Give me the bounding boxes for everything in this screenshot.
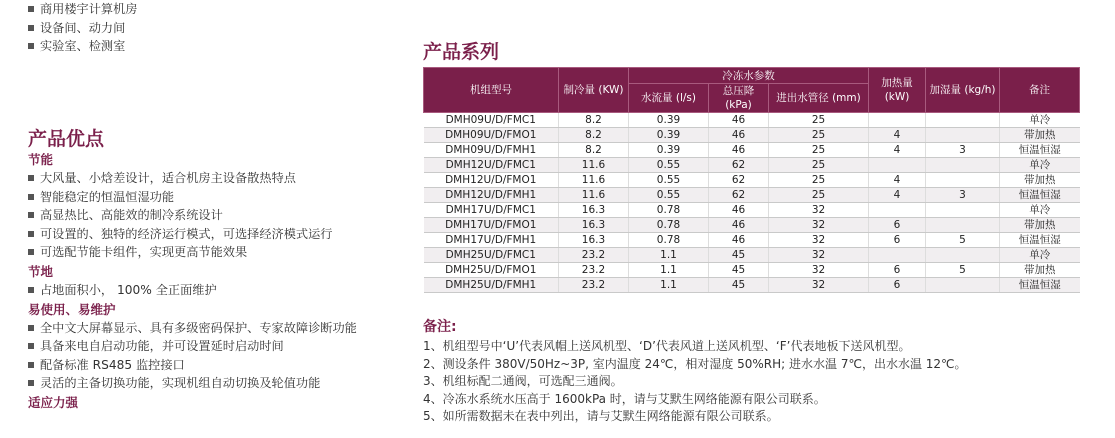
table-row (424, 278, 1080, 293)
note-item: 2、测设条件 380V/50Hz~3P, 室内温度 24℃，相对湿度 50%RH; 进水水温 7℃，出水水温 12℃。 (423, 356, 967, 371)
cell-remark: 带加热 (1000, 263, 1080, 278)
advantage-item: 具备来电自启动功能，并可设置延时启动时间 (28, 337, 413, 356)
cell-humid (926, 218, 1000, 233)
cell-heating: 6 (869, 218, 926, 233)
table-row (424, 233, 1080, 248)
cell-pipe: 32 (769, 263, 869, 278)
advantage-item: 可选配节能卡组件，实现更高节能效果 (28, 243, 413, 262)
cell-model: DMH09U/D/FMO1 (424, 128, 559, 143)
cell-pipe: 32 (769, 278, 869, 293)
cell-heating: 4 (869, 173, 926, 188)
cell-pipe: 25 (769, 173, 869, 188)
cell-flow: 0.39 (629, 113, 709, 128)
cell-humid (926, 173, 1000, 188)
header-remark: 备注 (1000, 68, 1080, 113)
cell-heating: 6 (869, 278, 926, 293)
spec-table (423, 67, 1080, 293)
cell-remark: 带加热 (1000, 128, 1080, 143)
cell-model: DMH17U/D/FMH1 (424, 233, 559, 248)
cell-cooling: 23.2 (559, 278, 629, 293)
cell-model: DMH17U/D/FMC1 (424, 203, 559, 218)
cell-pressure: 62 (709, 173, 769, 188)
header-humid: 加湿量 (kg/h) (926, 68, 1000, 113)
cell-pressure: 46 (709, 113, 769, 128)
advantage-item: 灵活的主备切换功能，实现机组自动切换及轮值功能 (28, 374, 413, 393)
cell-cooling: 11.6 (559, 173, 629, 188)
cell-pressure: 45 (709, 263, 769, 278)
header-pipe: 进出水管径 (mm) (769, 84, 869, 113)
cell-heating (869, 113, 926, 128)
cell-model: DMH12U/D/FMO1 (424, 173, 559, 188)
application-item: 商用楼宇计算机房 (28, 0, 138, 19)
advantage-heading: 节能 (28, 152, 54, 167)
cell-pipe: 32 (769, 248, 869, 263)
header-model: 机组型号 (424, 68, 559, 113)
cell-flow: 0.78 (629, 203, 709, 218)
cell-model: DMH09U/D/FMH1 (424, 143, 559, 158)
cell-humid (926, 248, 1000, 263)
cell-pipe: 32 (769, 203, 869, 218)
header-chilled-group: 冷冻水参数 (629, 68, 869, 84)
cell-pressure: 62 (709, 188, 769, 203)
advantage-list (28, 319, 413, 393)
cell-pressure: 45 (709, 278, 769, 293)
cell-pipe: 25 (769, 143, 869, 158)
advantage-list (28, 169, 413, 262)
cell-remark: 恒温恒湿 (1000, 233, 1080, 248)
cell-heating: 6 (869, 263, 926, 278)
cell-cooling: 16.3 (559, 218, 629, 233)
advantage-heading: 节地 (28, 263, 54, 279)
cell-remark: 单冷 (1000, 248, 1080, 263)
cell-humid (926, 278, 1000, 293)
cell-pressure: 46 (709, 203, 769, 218)
table-row (424, 113, 1080, 128)
cell-cooling: 23.2 (559, 248, 629, 263)
advantage-list (28, 281, 413, 300)
cell-humid: 5 (926, 233, 1000, 248)
cell-flow: 0.55 (629, 188, 709, 203)
cell-flow: 1.1 (629, 278, 709, 293)
cell-remark: 恒温恒湿 (1000, 188, 1080, 203)
cell-cooling: 16.3 (559, 203, 629, 218)
advantage-item: 高显热比、高能效的制冷系统设计 (28, 206, 413, 225)
advantage-item: 大风量、小焓差设计，适合机房主设备散热特点 (28, 169, 413, 188)
cell-pressure: 46 (709, 128, 769, 143)
cell-pipe: 25 (769, 128, 869, 143)
notes-list (423, 338, 967, 426)
header-flow: 水流量 (l/s) (629, 84, 709, 113)
cell-humid: 5 (926, 263, 1000, 278)
note-item: 1、机组型号中‘U’代表风帽上送风机型、‘D’代表风道上送风机型、‘F’代表地板下送风机型。 (423, 339, 911, 353)
cell-remark: 恒温恒湿 (1000, 278, 1080, 293)
table-row (424, 143, 1080, 158)
note-item: 5、如所需数据未在表中列出，请与艾默生网络能源有限公司联系。 (423, 409, 779, 423)
advantage-item: 可设置的、独特的经济运行模式，可选择经济模式运行 (28, 225, 413, 244)
cell-model: DMH25U/D/FMH1 (424, 278, 559, 293)
header-cooling: 制冷量 (KW) (559, 68, 629, 113)
advantages-title: 产品优点 (28, 128, 105, 150)
table-row (424, 128, 1080, 143)
header-pressure: 总压降 (kPa) (709, 84, 769, 113)
advantage-item: 配备标准 RS485 监控接口 (28, 356, 413, 375)
cell-cooling: 8.2 (559, 113, 629, 128)
advantage-item: 智能稳定的恒温恒湿功能 (28, 188, 413, 207)
cell-flow: 0.78 (629, 233, 709, 248)
table-row (424, 248, 1080, 263)
cell-pipe: 32 (769, 233, 869, 248)
advantage-item: 全中文大屏幕显示、具有多级密码保护、专家故障诊断功能 (28, 319, 413, 338)
cell-heating: 6 (869, 233, 926, 248)
cell-heating: 4 (869, 143, 926, 158)
cell-humid: 3 (926, 188, 1000, 203)
note-item: 4、冷冻水系统水压高于 1600kPa 时，请与艾默生网络能源有限公司联系。 (423, 391, 826, 406)
cell-model: DMH25U/D/FMO1 (424, 263, 559, 278)
cell-heating: 4 (869, 188, 926, 203)
cell-cooling: 8.2 (559, 143, 629, 158)
table-row (424, 263, 1080, 278)
cell-pressure: 46 (709, 233, 769, 248)
advantages-groups (28, 150, 413, 412)
cell-cooling: 8.2 (559, 128, 629, 143)
cell-remark: 单冷 (1000, 113, 1080, 128)
advantage-heading: 易使用、易维护 (28, 301, 116, 317)
cell-model: DMH25U/D/FMC1 (424, 248, 559, 263)
table-row (424, 203, 1080, 218)
cell-heating (869, 158, 926, 173)
cell-pipe: 25 (769, 113, 869, 128)
cell-humid (926, 113, 1000, 128)
cell-model: DMH17U/D/FMO1 (424, 218, 559, 233)
cell-humid: 3 (926, 143, 1000, 158)
table-row (424, 188, 1080, 203)
cell-model: DMH12U/D/FMH1 (424, 188, 559, 203)
cell-pressure: 46 (709, 218, 769, 233)
cell-flow: 1.1 (629, 248, 709, 263)
table-row (424, 158, 1080, 173)
cell-pipe: 32 (769, 218, 869, 233)
cell-flow: 0.39 (629, 143, 709, 158)
cell-flow: 0.55 (629, 173, 709, 188)
table-row (424, 173, 1080, 188)
application-list (28, 0, 138, 56)
cell-heating (869, 248, 926, 263)
cell-cooling: 23.2 (559, 263, 629, 278)
cell-flow: 1.1 (629, 263, 709, 278)
cell-remark: 带加热 (1000, 218, 1080, 233)
cell-cooling: 16.3 (559, 233, 629, 248)
cell-pipe: 25 (769, 188, 869, 203)
cell-remark: 单冷 (1000, 203, 1080, 218)
application-item: 设备间、动力间 (28, 19, 138, 38)
table-row (424, 218, 1080, 233)
header-heating: 加热量 (kW) (869, 68, 926, 113)
cell-pipe: 25 (769, 158, 869, 173)
cell-humid (926, 128, 1000, 143)
advantage-item: 占地面积小， 100% 全正面维护 (28, 281, 413, 300)
advantage-heading: 适应力强 (28, 394, 79, 410)
cell-heating: 4 (869, 128, 926, 143)
cell-pressure: 45 (709, 248, 769, 263)
cell-humid (926, 203, 1000, 218)
cell-remark: 单冷 (1000, 158, 1080, 173)
cell-flow: 0.78 (629, 218, 709, 233)
cell-flow: 0.39 (629, 128, 709, 143)
cell-pressure: 62 (709, 158, 769, 173)
cell-humid (926, 158, 1000, 173)
series-title: 产品系列 (423, 41, 500, 63)
cell-flow: 0.55 (629, 158, 709, 173)
cell-cooling: 11.6 (559, 158, 629, 173)
cell-pressure: 46 (709, 143, 769, 158)
cell-remark: 带加热 (1000, 173, 1080, 188)
cell-heating (869, 203, 926, 218)
note-item: 3、机组标配二通阀，可选配三通阀。 (423, 374, 623, 388)
cell-model: DMH09U/D/FMC1 (424, 113, 559, 128)
cell-remark: 恒温恒湿 (1000, 143, 1080, 158)
notes-title: 备注: (423, 319, 457, 335)
cell-cooling: 11.6 (559, 188, 629, 203)
application-item: 实验室、检测室 (28, 37, 138, 56)
cell-model: DMH12U/D/FMC1 (424, 158, 559, 173)
